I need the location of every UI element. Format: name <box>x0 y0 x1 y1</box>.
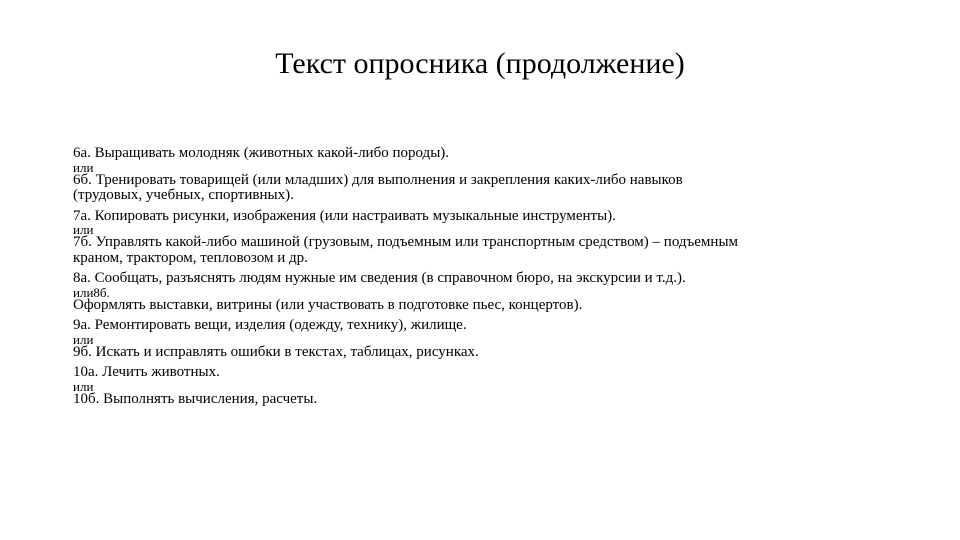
or-separator: или <box>73 378 94 394</box>
or-separator: или <box>73 159 94 175</box>
option-a: 8а. Сообщать, разъяснять людям нужные им сведения (в справочном бюро, на экскурсии и т.д.). <box>73 270 686 286</box>
or-separator: или <box>73 331 94 347</box>
option-a: 6а. Выращивать молодняк (животных какой-либо породы). <box>73 145 450 161</box>
question-pair-6 <box>73 146 903 204</box>
option-a: 7а. Копировать рисунки, изображения (или настраивать музыкальные инструменты). <box>73 207 616 224</box>
question-pair-7 <box>73 209 903 267</box>
question-pair-10 <box>73 365 903 407</box>
option-b-line: Оформлять выставки, витрины (или участвовать в подготовке пьес, концертов). <box>73 296 583 313</box>
or-separator: или8б. <box>73 284 110 300</box>
option-b-line: 10б. Выполнять вычисления, расчеты. <box>73 390 318 407</box>
option-a: 10а. Лечить животных. <box>73 364 220 380</box>
option-b-line: 9б. Искать и исправлять ошибки в текстах, таблицах, рисунках. <box>73 343 479 360</box>
or-separator: или <box>73 222 94 237</box>
slide-title: Текст опросника (продолжение) <box>275 47 685 80</box>
questionnaire-body <box>73 146 903 412</box>
question-pair-8 <box>73 271 903 313</box>
option-b-line: 6б. Тренировать товарищей (или младших) для выполнения и закрепления каких-либо навыков <box>73 171 683 188</box>
option-b-line: 7б. Управлять какой-либо машиной (грузовым, подъемным или транспортным средством) – подъемным <box>73 234 739 250</box>
option-b-line: (трудовых, учебных, спортивных). <box>73 187 294 203</box>
question-pair-9 <box>73 318 903 360</box>
option-a: 9а. Ремонтировать вещи, изделия (одежду, технику), жилище. <box>73 317 467 333</box>
option-b-line: краном, трактором, тепловозом и др. <box>73 249 308 266</box>
